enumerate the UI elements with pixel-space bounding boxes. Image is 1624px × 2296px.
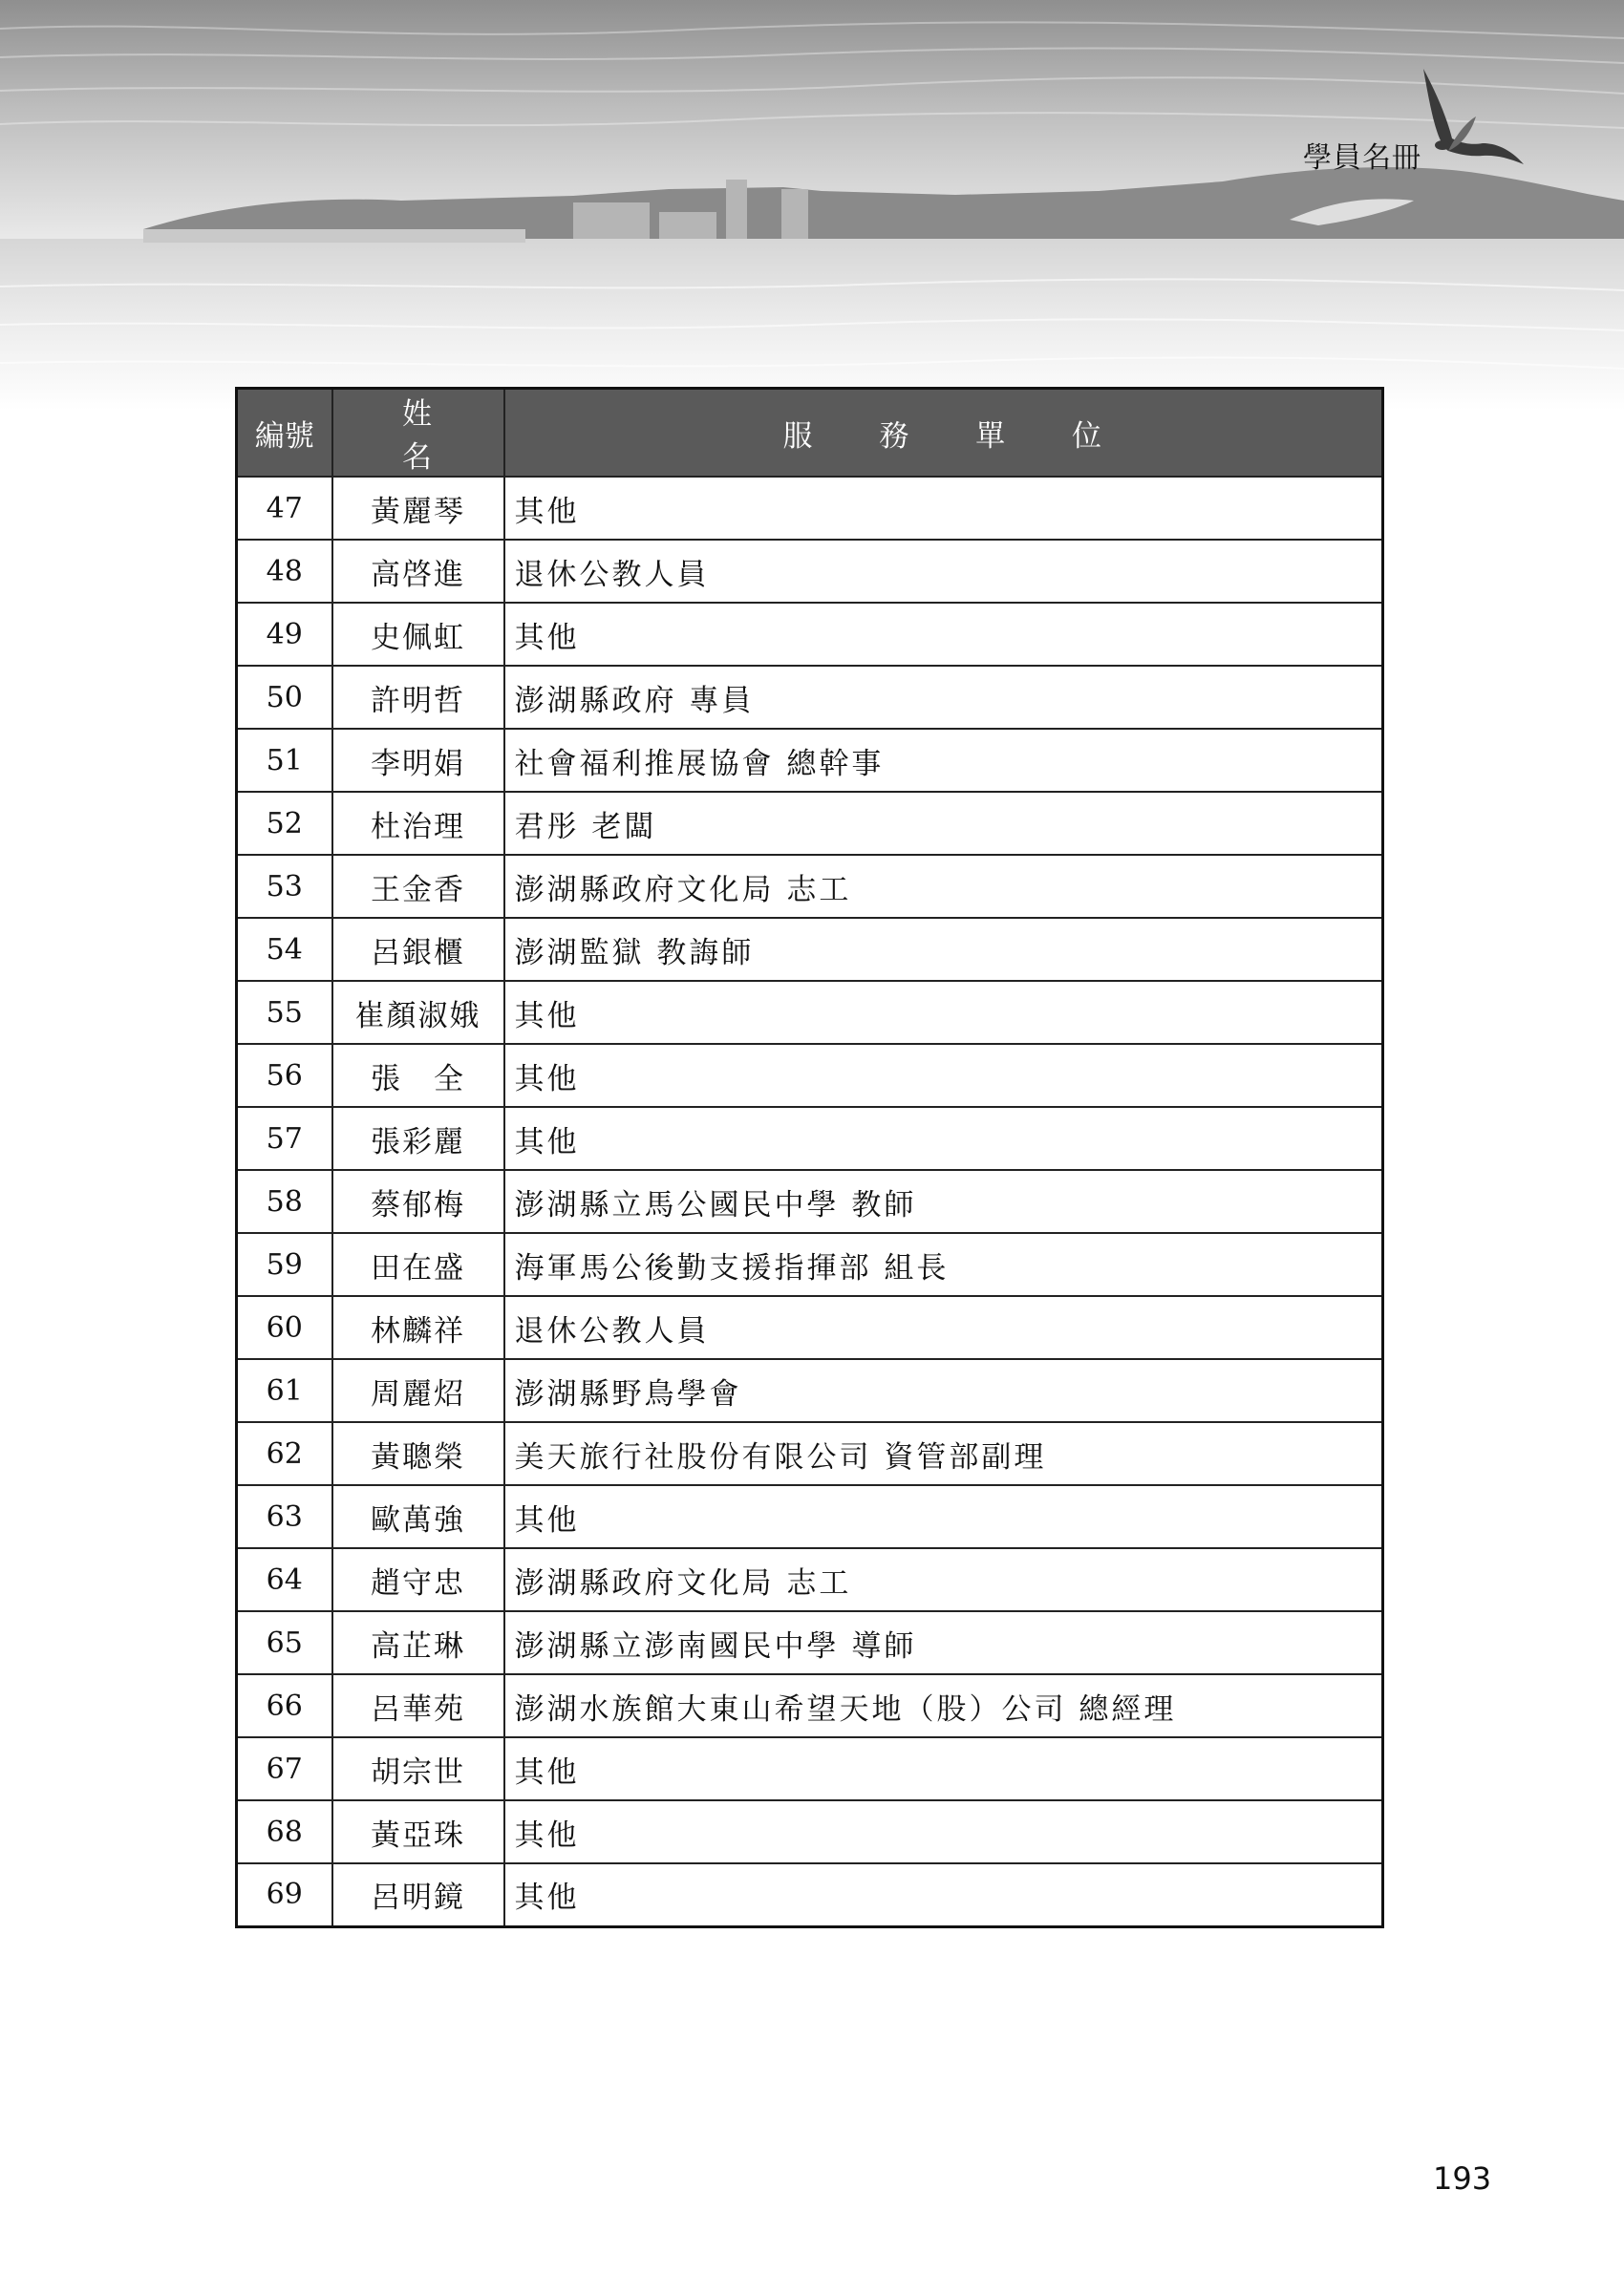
row-number: 50 — [237, 666, 332, 729]
table-row — [237, 1170, 1383, 1233]
row-unit: 其他 — [504, 603, 1383, 666]
column-header-unit: 服 務 單 位 — [504, 389, 1383, 478]
section-title: 學員名冊 — [1303, 141, 1421, 175]
row-name: 崔顏淑娥 — [332, 981, 504, 1044]
table-row — [237, 1800, 1383, 1863]
row-unit: 美天旅行社股份有限公司 資管部副理 — [504, 1422, 1383, 1485]
row-unit: 澎湖監獄 教誨師 — [504, 918, 1383, 981]
row-number: 52 — [237, 792, 332, 855]
table-row — [237, 1233, 1383, 1296]
row-name: 張 全 — [332, 1044, 504, 1107]
row-name: 黃聰榮 — [332, 1422, 504, 1485]
row-name: 許明哲 — [332, 666, 504, 729]
table-row — [237, 666, 1383, 729]
row-number: 47 — [237, 477, 332, 540]
row-name: 史佩虹 — [332, 603, 504, 666]
row-unit: 其他 — [504, 981, 1383, 1044]
row-unit: 澎湖縣政府文化局 志工 — [504, 855, 1383, 918]
row-name: 高芷琳 — [332, 1611, 504, 1674]
column-header-number: 編號 — [237, 389, 332, 478]
row-number: 64 — [237, 1548, 332, 1611]
row-unit: 澎湖縣立澎南國民中學 導師 — [504, 1611, 1383, 1674]
table-row — [237, 1359, 1383, 1422]
row-number: 60 — [237, 1296, 332, 1359]
row-number: 53 — [237, 855, 332, 918]
table-row — [237, 981, 1383, 1044]
row-name: 蔡郁梅 — [332, 1170, 504, 1233]
row-number: 68 — [237, 1800, 332, 1863]
table-row — [237, 1611, 1383, 1674]
row-name: 趙守忠 — [332, 1548, 504, 1611]
row-name: 杜治理 — [332, 792, 504, 855]
row-unit: 澎湖縣政府文化局 志工 — [504, 1548, 1383, 1611]
row-name: 呂銀櫃 — [332, 918, 504, 981]
table-row — [237, 1674, 1383, 1737]
row-name: 王金香 — [332, 855, 504, 918]
row-name: 周麗炤 — [332, 1359, 504, 1422]
table-row — [237, 1737, 1383, 1800]
row-number: 69 — [237, 1863, 332, 1926]
row-unit: 其他 — [504, 1863, 1383, 1926]
row-name: 黃亞珠 — [332, 1800, 504, 1863]
row-name: 胡宗世 — [332, 1737, 504, 1800]
row-unit: 其他 — [504, 1800, 1383, 1863]
row-number: 56 — [237, 1044, 332, 1107]
table-row — [237, 477, 1383, 540]
table-row — [237, 1044, 1383, 1107]
row-number: 58 — [237, 1170, 332, 1233]
row-name: 林麟祥 — [332, 1296, 504, 1359]
row-unit: 澎湖縣政府 專員 — [504, 666, 1383, 729]
row-name: 張彩麗 — [332, 1107, 504, 1170]
roster-table — [235, 387, 1384, 1928]
table-row — [237, 1485, 1383, 1548]
table-row — [237, 729, 1383, 792]
seascape-illustration — [0, 0, 1624, 411]
row-number: 63 — [237, 1485, 332, 1548]
row-number: 57 — [237, 1107, 332, 1170]
row-name: 呂明鏡 — [332, 1863, 504, 1926]
row-number: 48 — [237, 540, 332, 603]
row-number: 61 — [237, 1359, 332, 1422]
row-number: 65 — [237, 1611, 332, 1674]
row-unit: 其他 — [504, 1737, 1383, 1800]
row-name: 李明娟 — [332, 729, 504, 792]
column-header-name: 姓 名 — [332, 389, 504, 478]
row-number: 49 — [237, 603, 332, 666]
row-unit: 社會福利推展協會 總幹事 — [504, 729, 1383, 792]
table-row — [237, 603, 1383, 666]
row-unit: 澎湖縣立馬公國民中學 教師 — [504, 1170, 1383, 1233]
table-header-row — [237, 389, 1383, 478]
row-name: 田在盛 — [332, 1233, 504, 1296]
row-unit: 其他 — [504, 1044, 1383, 1107]
row-number: 62 — [237, 1422, 332, 1485]
table-row — [237, 1548, 1383, 1611]
row-unit: 退休公教人員 — [504, 1296, 1383, 1359]
header-banner — [0, 0, 1624, 411]
row-name: 黃麗琴 — [332, 477, 504, 540]
row-unit: 退休公教人員 — [504, 540, 1383, 603]
table-row — [237, 918, 1383, 981]
page-number: 193 — [1433, 2160, 1492, 2197]
row-unit: 海軍馬公後勤支援指揮部 組長 — [504, 1233, 1383, 1296]
row-number: 51 — [237, 729, 332, 792]
table-row — [237, 1863, 1383, 1926]
row-unit: 其他 — [504, 1107, 1383, 1170]
table-row — [237, 1296, 1383, 1359]
row-name: 高啓進 — [332, 540, 504, 603]
table-row — [237, 792, 1383, 855]
row-unit: 君彤 老闆 — [504, 792, 1383, 855]
row-number: 59 — [237, 1233, 332, 1296]
table-row — [237, 1422, 1383, 1485]
row-number: 54 — [237, 918, 332, 981]
table-row — [237, 1107, 1383, 1170]
table-row — [237, 540, 1383, 603]
row-unit: 澎湖縣野鳥學會 — [504, 1359, 1383, 1422]
row-number: 67 — [237, 1737, 332, 1800]
row-number: 66 — [237, 1674, 332, 1737]
row-name: 呂華苑 — [332, 1674, 504, 1737]
row-name: 歐萬強 — [332, 1485, 504, 1548]
row-number: 55 — [237, 981, 332, 1044]
row-unit: 其他 — [504, 1485, 1383, 1548]
table-row — [237, 855, 1383, 918]
row-unit: 澎湖水族館大東山希望天地（股）公司 總經理 — [504, 1674, 1383, 1737]
row-unit: 其他 — [504, 477, 1383, 540]
